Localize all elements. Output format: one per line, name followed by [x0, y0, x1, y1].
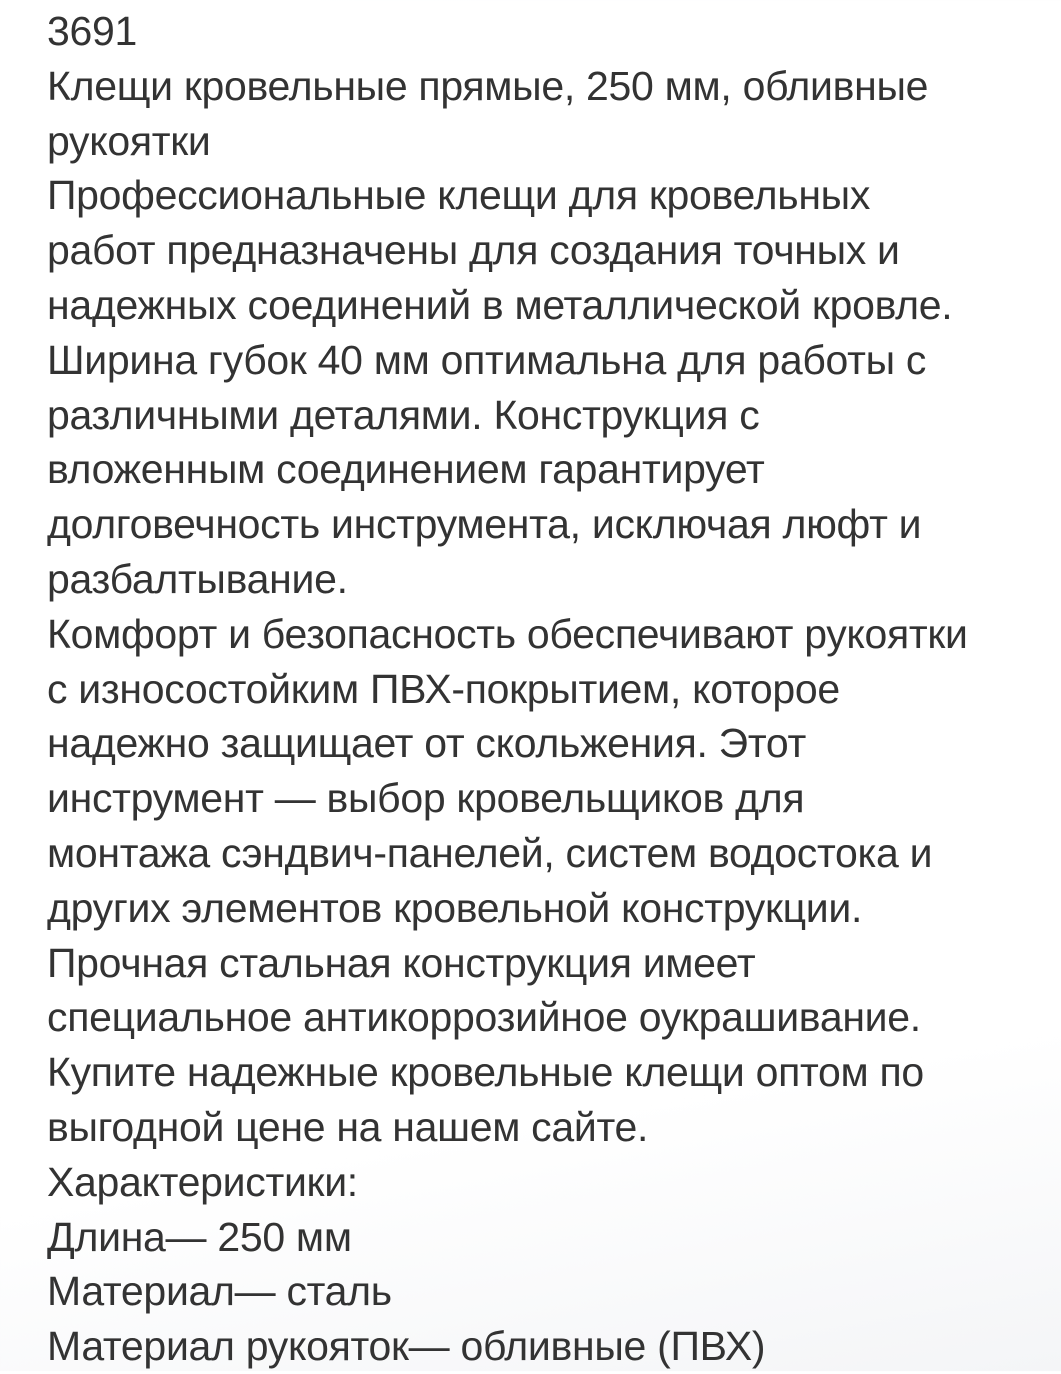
text-line: инструмент — выбор кровельщиков для [47, 775, 805, 822]
text-line: с износостойким ПВХ-покрытием, которое [47, 665, 840, 712]
description-paragraph-2 [47, 607, 1031, 1155]
description-paragraph-1 [47, 168, 1031, 606]
text-line: Характеристики: [47, 1158, 358, 1205]
text-line: Профессиональные клещи для кровельных [47, 172, 871, 219]
text-line: монтажа сэндвич-панелей, систем водостока и [47, 829, 933, 876]
specs-heading [47, 1155, 1031, 1210]
text-line: Клещи кровельные прямые, 250 мм, обливные [47, 62, 929, 109]
text-line: Материал рукояток— обливные (ПВХ) [47, 1323, 766, 1370]
text-line: Длина— 250 мм [47, 1213, 352, 1260]
text-line: 3691 [47, 8, 138, 54]
text-line: других элементов кровельной конструкции. [47, 884, 863, 931]
text-line: Ширина губок 40 мм оптимальна для работы с [47, 336, 927, 383]
text-line: работ предназначены для создания точных и [47, 227, 900, 274]
text-line: долговечность инструмента, исключая люфт и [47, 501, 922, 548]
text-line: Прочная стальная конструкция имеет [47, 939, 756, 986]
text-line: выгодной цене на нашем сайте. [47, 1103, 649, 1150]
text-line: надежных соединений в металлической кровле. [47, 281, 953, 328]
text-line: рукоятки [47, 117, 211, 164]
text-line: вложенным соединением гарантирует [47, 446, 765, 493]
text-line: Комфорт и безопасность обеспечивают рукоятки [47, 610, 968, 657]
text-line: специальное антикоррозийное оукрашивание. [47, 994, 921, 1041]
article-number [47, 4, 1031, 59]
text-line: Купите надежные кровельные клещи оптом по [47, 1049, 924, 1096]
spec-handle-material [47, 1319, 1031, 1374]
product-title [47, 59, 1031, 169]
text-line: Материал— сталь [47, 1268, 392, 1315]
text-line: различными деталями. Конструкция с [47, 391, 760, 438]
text-line: разбалтывание. [47, 555, 348, 602]
spec-material [47, 1264, 1031, 1319]
text-line: надежно защищает от скольжения. Этот [47, 720, 806, 767]
spec-length [47, 1210, 1031, 1265]
